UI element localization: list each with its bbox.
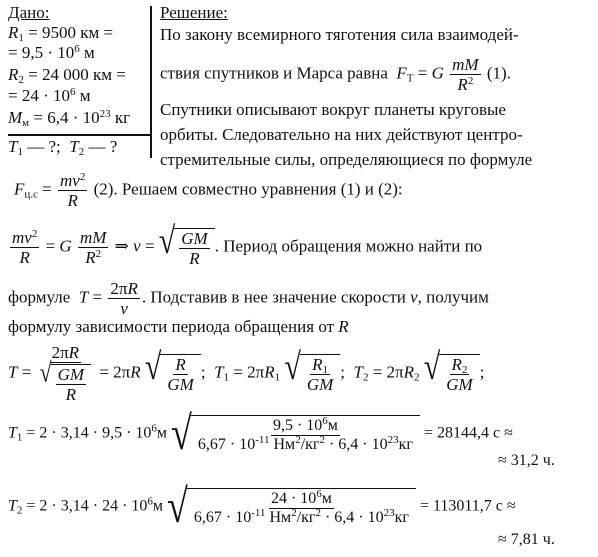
- period-formula: T = 2πR √ $\frac{GM}{R}$ = 2πR √ $\frac{R}{GM}$ ; $T_1 = 2\pi R_1$ √ $\frac{R_1}{GM}$ ; $T_2 = 2\pi R_2$ √ $\frac{R_2}{GM}$ ;: [8, 343, 485, 404]
- solution-line-1: По закону всемирного тяготения сила взаимодей-: [160, 25, 519, 44]
- solution-line-2: ствия спутников и Марса равна $F_T = G$ $\frac{mM}{R^2}$ (1).: [160, 55, 511, 94]
- solution-line-3: Спутники описывают вокруг планеты круговые: [160, 100, 506, 119]
- given-r1: $R_1 = 9500$ км =: [8, 23, 114, 44]
- given-vertical-divider: [150, 6, 152, 158]
- given-mass: $M_м = 6,4 \cdot 10^{23}$ кг: [8, 108, 131, 129]
- t1-result-hours: ≈ 31,2 ч.: [498, 452, 555, 469]
- given-title: Дано:: [8, 3, 50, 22]
- t1-calculation: $T_1 = 2 \cdot 3,14 \cdot 9,5 \cdot 10^6м$ √ $\frac{9,5 \cdot 10^6м}{6,67 \cdot 10^{-11} Нм^2/кг^2 \cdot 6,4 \cdot 10^{23}кг}$ = 28144,4 с ≈: [8, 407, 513, 461]
- solution-title: Решение:: [160, 3, 228, 22]
- given-divider: [8, 134, 150, 136]
- solution-line-5: стремительные силы, определяющиеся по формуле: [160, 150, 533, 169]
- solution-line-8: формуле T = $\frac{2\pi R}{v}$ . Подставив в нее значение скорости v, получим: [8, 279, 489, 318]
- solution-line-6: $F_{ц.с}$ = $\frac{mv^2}{R}$ (2). Решаем совместно уравнения (1) и (2):: [14, 171, 403, 210]
- solution-line-4: орбиты. Следовательно на них действуют центро-: [160, 125, 523, 144]
- t2-calculation: $T_2 = 2 \cdot 3,14 \cdot 24 \cdot 10^6м$ √ $\frac{24 \cdot 10^6м}{6,67 \cdot 10^{-11} Нм^2/кг^2 \cdot 6,4 \cdot 10^{23}кг}$ = 113011,7 с ≈: [8, 480, 516, 534]
- t2-result-hours: ≈ 7,81 ч.: [498, 531, 555, 548]
- solution-line-7: $\frac{mv^2}{R}$ = G $\frac{mM}{R^2}$ ⇒ v = √ $\frac{GM}{R}$ . Период обращения можно найти по: [12, 220, 483, 268]
- given-r2-si: = $24 \cdot 10^6$ м: [8, 86, 91, 105]
- given-find: $T_1$ — ?; $T_2$ — ?: [8, 137, 118, 158]
- given-r2: $R_2 = 24$ 000 км =: [8, 65, 126, 86]
- given-r1-si: = $9,5 \cdot 10^6$ м: [8, 43, 95, 62]
- solution-line-9: формулу зависимости периода обращения от R: [8, 317, 349, 336]
